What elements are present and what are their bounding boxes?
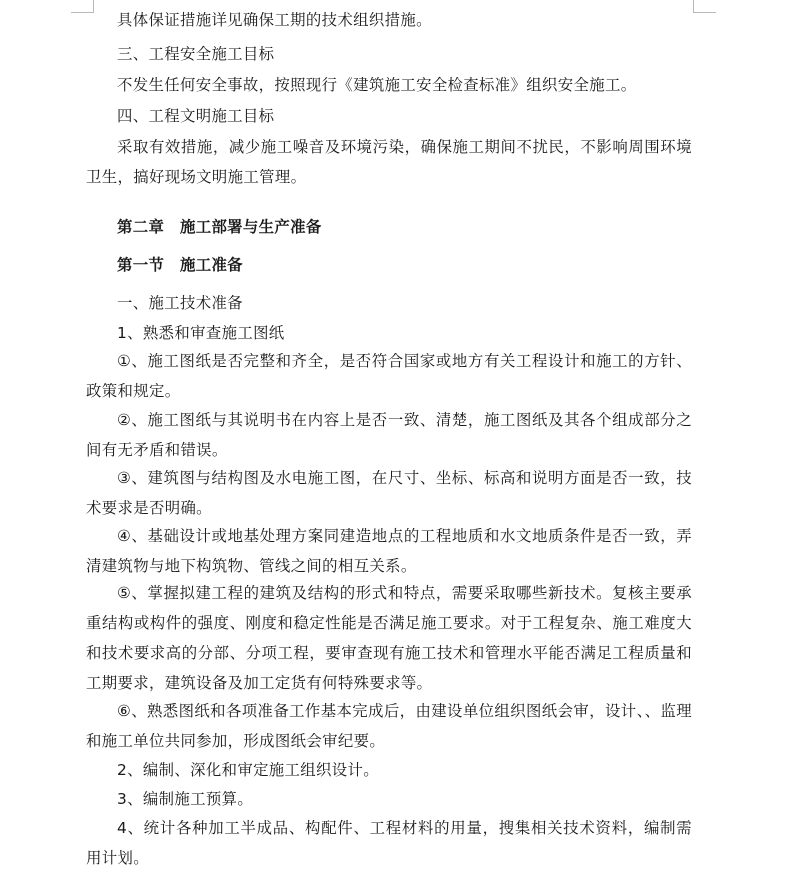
paragraph: 4、统计各种加工半成品、构配件、工程材料的用量，搜集相关技术资料，编制需用计划。 xyxy=(86,819,692,867)
paragraph: ①、施工图纸是否完整和齐全，是否符合国家或地方有关工程设计和施工的方针、政策和规定。 xyxy=(86,352,692,400)
paragraph: 2、编制、深化和审定施工组织设计。 xyxy=(117,761,379,779)
chapter-heading: 第二章 施工部署与生产准备 xyxy=(117,218,322,236)
paragraph: 1、熟悉和审查施工图纸 xyxy=(117,324,285,342)
paragraph: ②、施工图纸与其说明书在内容上是否一致、清楚，施工图纸及其各个组成部分之间有无矛盾和错误。 xyxy=(86,411,692,459)
paragraph: 具体保证措施详见确保工期的技术组织措施。 xyxy=(117,11,432,29)
section-title: 三、工程安全施工目标 xyxy=(117,45,275,63)
paragraph: 不发生任何安全事故，按照现行《建筑施工安全检查标准》组织安全施工。 xyxy=(117,76,637,94)
paragraph: 3、编制施工预算。 xyxy=(117,790,254,808)
paragraph: ③、建筑图与结构图及水电施工图，在尺寸、坐标、标高和说明方面是否一致，技术要求是否明确。 xyxy=(86,469,692,517)
paragraph: ⑤、掌握拟建工程的建筑及结构的形式和特点，需要采取哪些新技术。复核主要承重结构或构件的强度、刚度和稳定性能是否满足施工要求。对于工程复杂、施工难度大和技术要求高的分部、分项工程，要审查现有施工技术和管理水平能否满足工程质量和工期要求，建筑设备及加工定货有何特殊要求等。 xyxy=(86,584,692,692)
paragraph: 采取有效措施，减少施工噪音及环境污染，确保施工期间不扰民，不影响周围环境卫生，搞好现场文明施工管理。 xyxy=(86,138,692,186)
crop-mark-top-right xyxy=(693,0,716,13)
section-title: 四、工程文明施工目标 xyxy=(117,107,275,125)
paragraph: 一、施工技术准备 xyxy=(117,294,243,312)
paragraph: ⑥、熟悉图纸和各项准备工作基本完成后，由建设单位组织图纸会审，设计、、监理和施工单位共同参加，形成图纸会审纪要。 xyxy=(86,702,692,750)
section-heading: 第一节 施工准备 xyxy=(117,256,243,274)
paragraph: ④、基础设计或地基处理方案同建造地点的工程地质和水文地质条件是否一致，弄清建筑物与地下构筑物、管线之间的相互关系。 xyxy=(86,527,692,575)
